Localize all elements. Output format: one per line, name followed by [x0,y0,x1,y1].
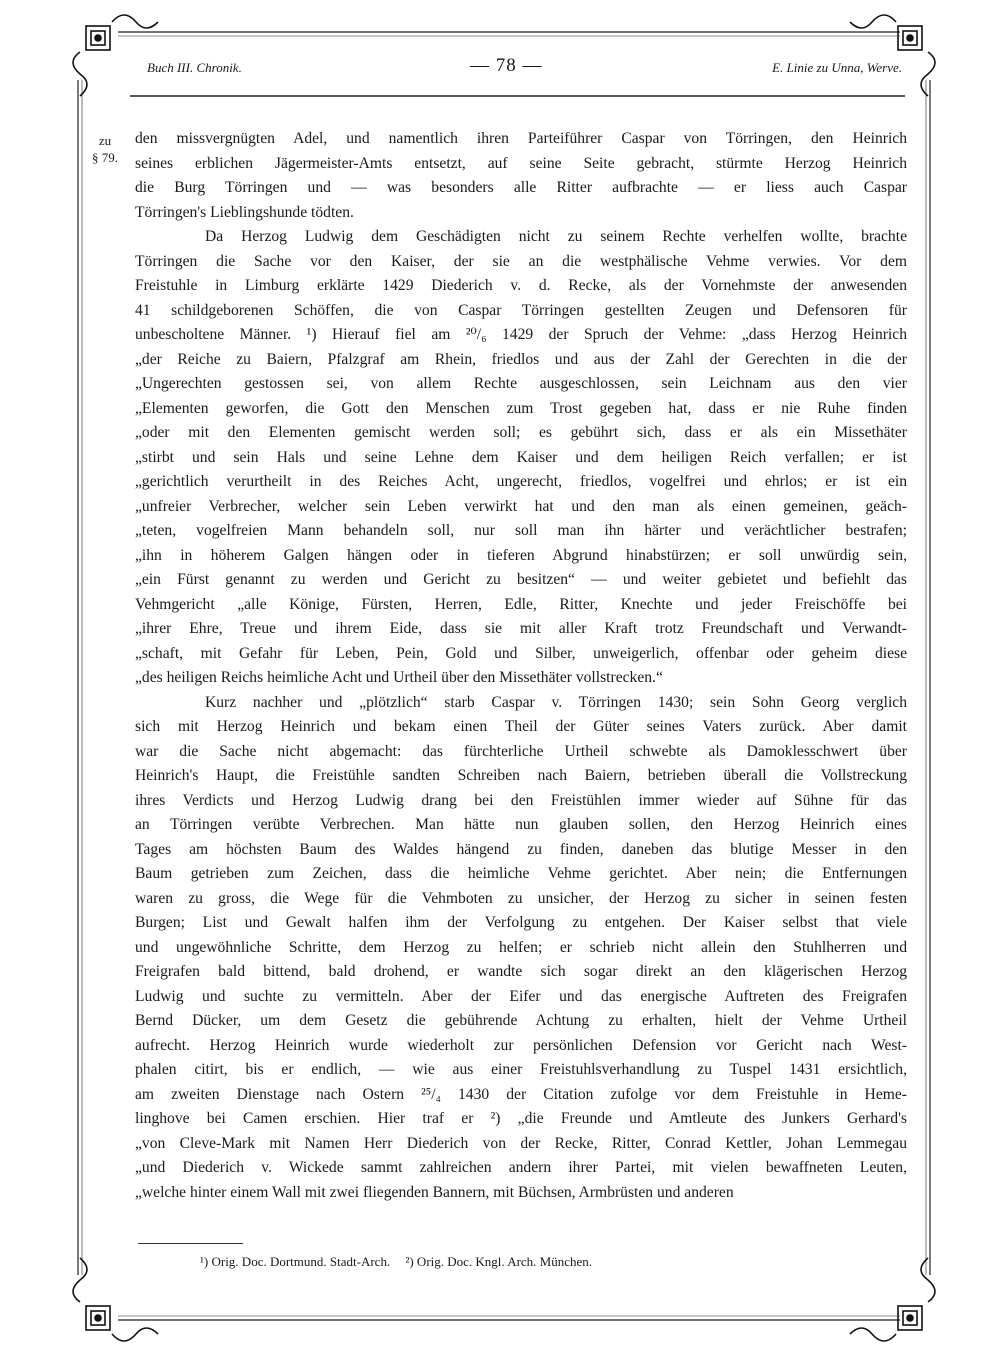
text-line: ihres Verdicts und Herzog Ludwig drang bei den Freistühlen immer wieder auf Sühne für das [135,791,907,809]
text-line: sich mit Herzog Heinrich und bekam einen Theil der Güter seines Vaters zurück. Aber damit [135,718,907,735]
text-line: Ludwig und suchte zu vermitteln. Aber der Eifer und das energische Auftreten des Freigrafen [135,987,907,1005]
text-line: „welche hinter einem Wall mit zwei fliegenden Bannern, mit Büchsen, Armbrüsten und anderen [135,1183,734,1201]
text-line: „ihn in höherem Galgen hängen oder in tieferen Abgrund hinabstürzen; er soll unwürdig sein, [135,546,907,564]
text-line: „schaft, mit Gefahr für Leben, Pein, Gold und Silber, unweigerlich, offenbar oder geheim diese [135,644,907,662]
running-head-left: Buch III. Chronik. [147,60,242,75]
running-head-right: E. Linie zu Unna, Werve. [772,60,902,75]
text-line: waren zu gross, die Wege für die Vehmboten zu unsicher, der Herzog zu sicher in seinen festen [135,889,907,907]
text-line: phalen citirt, bis er endlich, — wie aus einer Freistuhlsverhandlung zu Tuspel 1431 ersichtlich, [135,1061,907,1078]
text-line: „oder mit den Elementen gemischt werden soll; es gebührt sich, dass er als ein Missethäter [135,424,907,441]
footnote-rule [138,1243,243,1244]
text-line: Freistuhle in Limburg erklärte 1429 Diederich v. d. Recke, als der Vornehmste der anwesenden [135,277,907,294]
text-line: Törringen die Sache vor den Kaiser, der sie an die westphälische Vehme verwies. Vor dem [135,252,907,270]
footnote: ²) Orig. Doc. Kngl. Arch. München. [405,1254,593,1269]
text-line: „unfreier Verbrecher, welcher sein Leben verwirkt hat und den man als einen gemeinen, geäch- [135,497,907,515]
paragraph [135,691,907,1206]
text-line: Da Herzog Ludwig dem Geschädigten nicht zu seinem Rechte verhelfen wollte, brachte [205,228,907,245]
text-line: den missvergnügten Adel, und namentlich ihren Parteiführer Caspar von Törringen, den Heinrich [135,130,907,147]
text-line: und ungewöhnliche Schritte, dem Herzog zu helfen; er schrieb nicht allein den Stuhlherren und [135,938,907,956]
text-line: die Burg Törringen und — was besonders alle Ritter aufbrachte — er liess auch Caspar [135,179,907,196]
corner-ornament-top-right [850,15,935,96]
body-text [135,127,907,1205]
paragraph [135,225,907,691]
text-line: „gerichtlich verurtheilt in des Reiches Acht, ungerecht, friedlos, vogelfrei und ehrlos; er ist ein [135,473,907,490]
text-line: „Ungerechten gestossen sei, von allem Rechte ausgeschlossen, sein Leichnam aus den vier [135,375,907,392]
margin-note-line: § 79. [92,150,118,165]
text-line: unbescholtene Männer. ¹) Hierauf fiel am ²⁰/₆ 1429 der Spruch der Vehme: „dass Herzog Heinrich [135,326,907,343]
text-line: „ein Fürst genannt zu werden und Gericht zu besitzen“ — und weiter gebietet und befiehlt das [135,571,907,588]
footnotes [200,1254,592,1270]
margin-note [92,132,118,166]
text-line: 41 schildgeborenen Schöffen, die von Caspar Törringen gestellten Zeugen und Defensoren für [135,301,907,319]
text-line: linghove bei Camen erschien. Hier traf er ²) „die Freunde und Amtleute des Junkers Gerhard's [135,1110,907,1127]
text-line: Bernd Dücker, um dem Gesetz die gebührende Achtung zu erhalten, hielt der Vehme Urtheil [135,1012,907,1029]
text-line: „des heiligen Reichs heimliche Acht und Urtheil über den Missethäter vollstrecken.“ [135,669,663,686]
text-line: Freigrafen bald bittend, bald drohend, er wandte sich sogar direkt an den klägerischen Herzog [135,963,907,980]
text-line: „von Cleve-Mark mit Namen Herr Diederich von der Recke, Ritter, Conrad Kettler, Johan Lemmegau [135,1134,907,1152]
corner-ornament-bottom-right [850,1258,935,1341]
page-number: — 78 — [470,55,543,76]
text-line: „ihrer Ehre, Treue und ihrem Eide, dass sie mit aller Kraft trotz Freundschaft und Verwandt- [135,620,907,637]
text-line: seines erblichen Jägermeister-Amts entsetzt, auf seine Seite gebracht, stürmte Herzog Heinrich [135,154,907,172]
text-line: an Törringen verübte Verbrechen. Man hätte nun glauben sollen, den Herzog Heinrich eines [135,816,907,833]
text-line: „teten, vogelfreien Mann behandeln soll, nur soll man ihn härter und verächtlicher bestrafen; [135,522,907,539]
text-line: Törringen's Lieblingshunde tödten. [135,203,354,221]
text-line: „stirbt und sein Hals und seine Lehne dem Kaiser und dem heiligen Reich verfallen; er ist [135,448,907,466]
text-line: Tages am höchsten Baum des Waldes hängend zu finden, daneben das blutige Messer in den [135,840,907,858]
text-line: am zweiten Dienstage nach Ostern ²⁵/₄ 1430 der Citation zufolge vor dem Freistuhle in Heme- [135,1085,907,1103]
margin-note-line: zu [98,133,112,148]
corner-ornament-bottom-left [73,1258,158,1341]
footnote: ¹) Orig. Doc. Dortmund. Stadt-Arch. [200,1254,391,1269]
text-line: Baum getrieben zum Zeichen, dass die heimliche Vehme gerichtet. Aber nein; die Entfernungen [135,865,907,882]
text-line: Heinrich's Haupt, die Freistühle sandten Schreiben nach Baiern, betrieben überall die Vollstreckung [135,767,907,784]
text-line: war die Sache nicht abgemacht: das fürchterliche Urtheil schwebte als Damoklesschwert über [135,742,907,760]
text-line: „Elementen geworfen, die Gott den Menschen zum Trost gegeben hat, dass er nie Ruhe finden [135,399,907,417]
text-line: „und Diederich v. Wickede sammt zahlreichen andern ihrer Partei, mit vielen bewaffneten Leuten, [135,1159,907,1176]
text-line: Burgen; List und Gewalt halfen ihm der Verfolgung zu entgehen. Der Kaiser selbst that viele [135,914,907,931]
text-line: „der Reiche zu Baiern, Pfalzgraf am Rhein, friedlos und aus der Zahl der Gerechten in die der [135,350,907,368]
paragraph [135,127,907,225]
text-line: Vehmgericht „alle Könige, Fürsten, Herren, Edle, Ritter, Knechte und jeder Freischöffe bei [135,595,907,613]
corner-ornament-top-left [73,15,158,96]
text-line: aufrecht. Herzog Heinrich wurde wiederholt zur persönlichen Defension vor Gericht nach West- [135,1036,907,1054]
text-line: Kurz nachher und „plötzlich“ starb Caspar v. Törringen 1430; sein Sohn Georg verglich [205,693,907,711]
